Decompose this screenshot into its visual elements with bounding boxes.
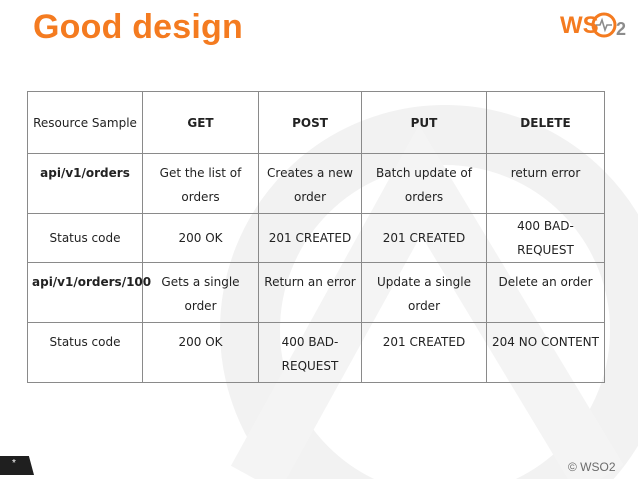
table-cell: 200 OK [143, 214, 259, 263]
table-row [28, 214, 605, 263]
header-cell: PUT [362, 92, 487, 154]
table-row [28, 323, 605, 383]
table-cell: Batch update of orders [362, 154, 487, 214]
header-cell: POST [259, 92, 362, 154]
page-number: * [12, 458, 16, 469]
table-cell: Update a single order [362, 263, 487, 323]
table-cell: return error [487, 154, 605, 214]
table-cell: Creates a new order [259, 154, 362, 214]
header-cell: Resource Sample [28, 92, 143, 154]
table-header-row [28, 92, 605, 154]
table-cell: 400 BAD-REQUEST [487, 214, 605, 263]
table-row [28, 263, 605, 323]
table-cell: 201 CREATED [362, 323, 487, 383]
table-cell: 200 OK [143, 323, 259, 383]
table-cell: Return an error [259, 263, 362, 323]
table-cell: api/v1/orders [28, 154, 143, 214]
table-cell: Delete an order [487, 263, 605, 323]
page-number-tab [0, 456, 34, 475]
header-cell: DELETE [487, 92, 605, 154]
table-cell: Get the list of orders [143, 154, 259, 214]
table-cell: api/v1/orders/100 [28, 263, 143, 323]
slide-title: Good design [33, 8, 243, 46]
table-cell: Status code [28, 214, 143, 263]
table-cell: Status code [28, 323, 143, 383]
copyright-text: © WSO2 [568, 460, 616, 474]
table-cell: 204 NO CONTENT [487, 323, 605, 383]
table-row [28, 154, 605, 214]
table-cell: 400 BAD-REQUEST [259, 323, 362, 383]
header-cell: GET [143, 92, 259, 154]
table-cell: Gets a single order [143, 263, 259, 323]
wso2-logo [560, 6, 632, 42]
svg-text:2: 2 [616, 19, 627, 39]
table-cell: 201 CREATED [259, 214, 362, 263]
table-cell: 201 CREATED [362, 214, 487, 263]
svg-text:WS: WS [560, 12, 599, 39]
api-design-table [27, 91, 605, 383]
